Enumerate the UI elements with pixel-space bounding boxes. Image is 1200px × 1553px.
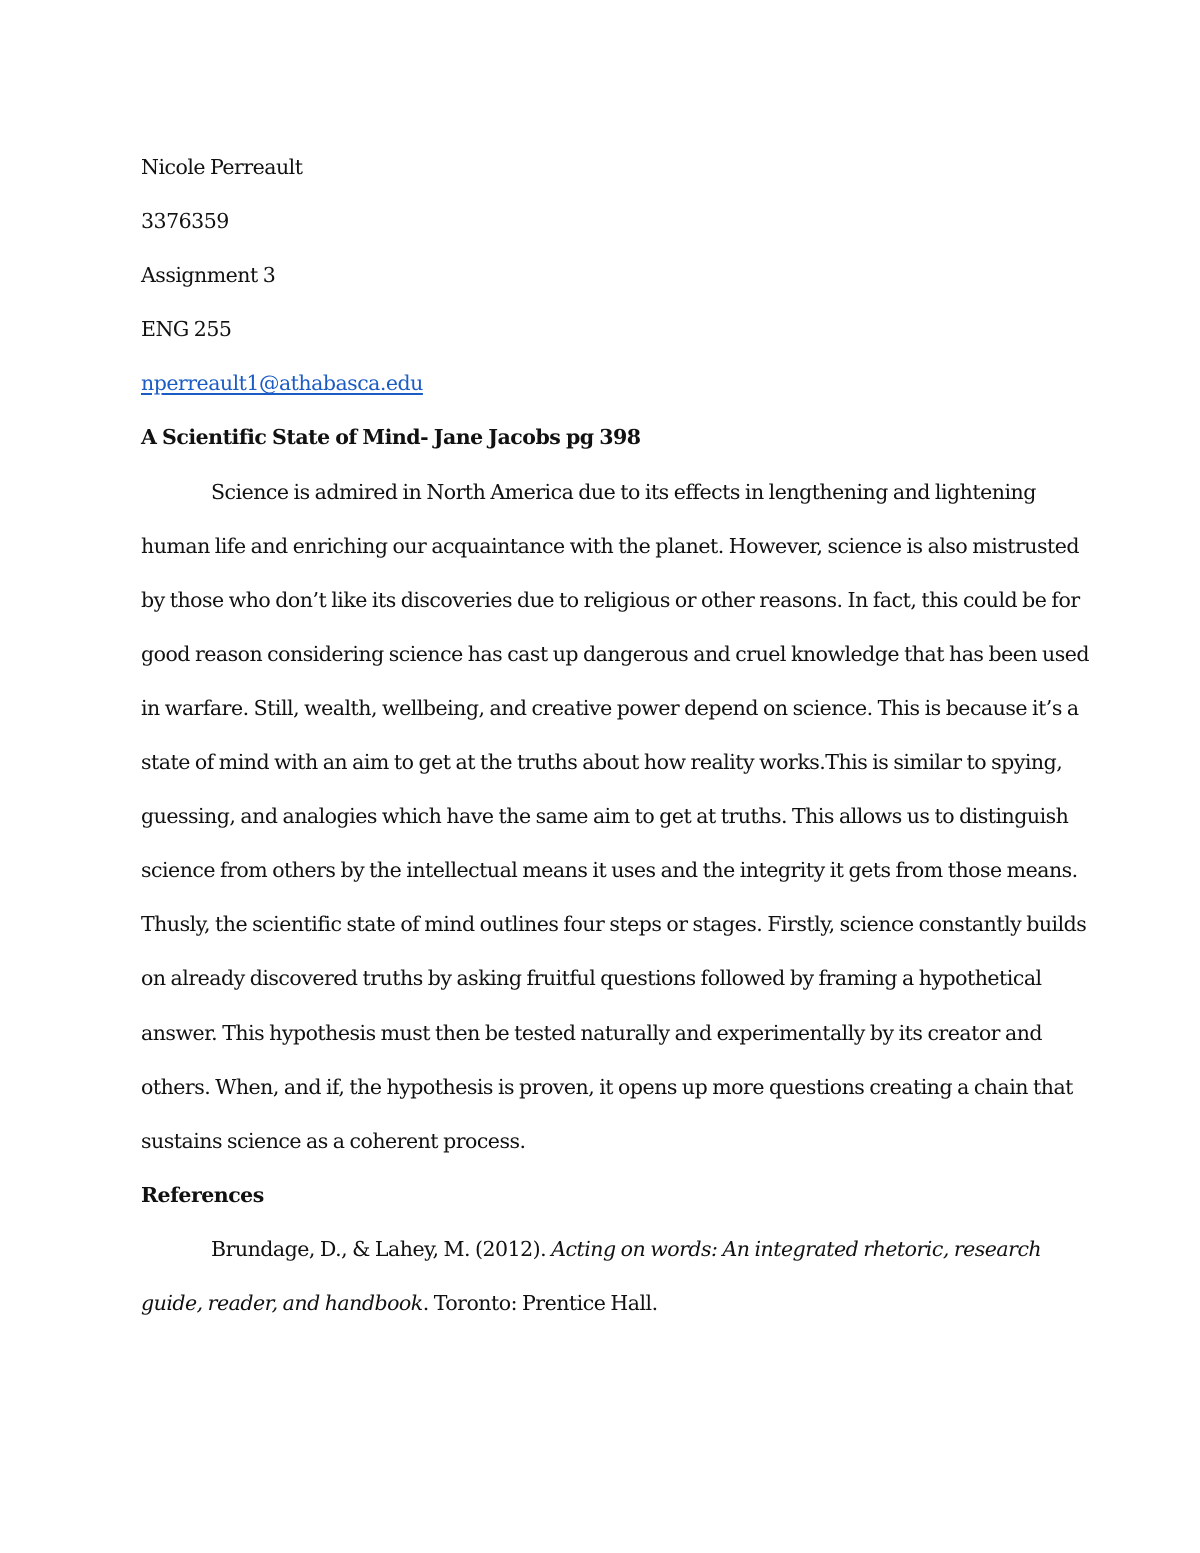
references-heading: References <box>141 1182 264 1207</box>
body-line: guessing, and analogies which have the same aim to get at truths. This allows us to distinguish <box>141 804 1069 829</box>
reference-line <box>141 1222 1056 1276</box>
document-content <box>141 140 1090 1330</box>
student-id: 3376359 <box>141 209 229 234</box>
reference-authors: Brundage, D., & Lahey, M. (2012). <box>211 1236 552 1261</box>
email-line <box>141 356 1056 410</box>
assignment-label: Assignment 3 <box>141 263 276 288</box>
essay-title: A Scientific State of Mind- Jane Jacobs pg 398 <box>141 425 641 450</box>
body-line: answer. This hypothesis must then be tested naturally and experimentally by its creator and <box>141 1020 1043 1045</box>
reference-publisher: . Toronto: Prentice Hall. <box>422 1290 658 1315</box>
body-line: science from others by the intellectual means it uses and the integrity it gets from those means. <box>141 858 1078 883</box>
reference-entry <box>141 1222 1056 1330</box>
reference-title-continued: guide, reader, and handbook <box>141 1290 423 1315</box>
body-line: Science is admired in North America due to its effects in lengthening and lightening <box>211 479 1036 504</box>
body-line: in warfare. Still, wealth, wellbeing, and creative power depend on science. This is because it’s a <box>141 695 1079 720</box>
author-name: Nicole Perreault <box>141 155 303 179</box>
body-line: on already discovered truths by asking fruitful questions followed by framing a hypothetical <box>141 966 1042 991</box>
body-line: by those who don’t like its discoveries due to religious or other reasons. In fact, this could be for <box>141 587 1080 612</box>
body-paragraph <box>141 465 1090 1168</box>
body-line: sustains science as a coherent process. <box>141 1128 526 1153</box>
body-line: others. When, and if, the hypothesis is proven, it opens up more questions creating a chain that <box>141 1074 1073 1099</box>
course-code: ENG 255 <box>141 317 232 342</box>
reference-line <box>141 1276 1056 1330</box>
reference-title: Acting on words: An integrated rhetoric, research <box>551 1236 1042 1261</box>
body-line: Thusly, the scientific state of mind outlines four steps or stages. Firstly, science constantly builds <box>141 912 1087 937</box>
email-link[interactable]: nperreault1@athabasca.edu <box>141 371 423 396</box>
body-line: human life and enriching our acquaintance with the planet. However, science is also mistrusted <box>141 533 1080 558</box>
body-line: good reason considering science has cast up dangerous and cruel knowledge that has been used <box>141 641 1090 666</box>
body-line: state of mind with an aim to get at the truths about how reality works.This is similar to spying, <box>141 750 1063 775</box>
